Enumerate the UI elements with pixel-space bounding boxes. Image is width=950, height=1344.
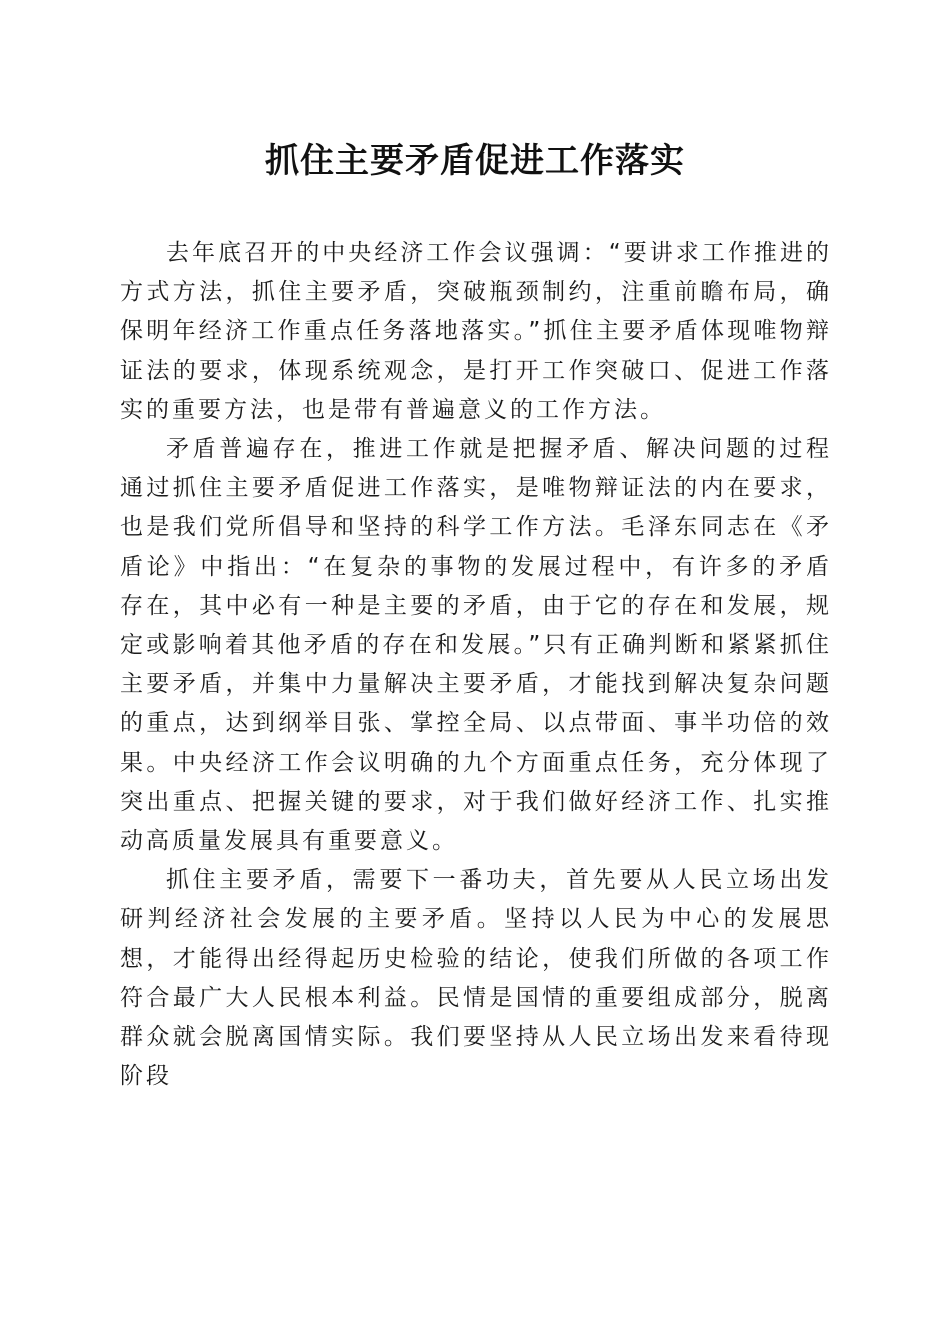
paragraph-2: 矛盾普遍存在，推进工作就是把握矛盾、解决问题的过程通过抓住主要矛盾促进工作落实，是唯物辩证法的内在要求，也是我们党所倡导和坚持的科学工作方法。毛泽东同志在《矛盾论》中指出：“在复杂的事物的发展过程中，有许多的矛盾存在，其中必有一种是主要的矛盾，由于它的存在和发展，规定或影响着其他矛盾的存在和发展。”只有正确判断和紧紧抓住主要矛盾，并集中力量解决主要矛盾，才能找到解决复杂问题的重点，达到纲举目张、掌控全局、以点带面、事半功倍的效果。中央经济工作会议明确的九个方面重点任务，充分体现了突出重点、把握关键的要求，对于我们做好经济工作、扎实推动高质量发展具有重要意义。 (120, 436, 832, 855)
document-title: 抓住主要矛盾促进工作落实 (265, 141, 685, 181)
paragraph-3: 抓住主要矛盾，需要下一番功夫，首先要从人民立场出发研判经济社会发展的主要矛盾。坚持以人民为中心的发展思想，才能得出经得起历史检验的结论，使我们所做的各项工作符合最广大人民根本利益。民情是国情的重要组成部分，脱离群众就会脱离国情实际。我们要坚持从人民立场出发来看待现阶段 (120, 867, 832, 1090)
document-body (120, 234, 832, 1096)
paragraph-1: 去年底召开的中央经济工作会议强调：“要讲求工作推进的方式方法，抓住主要矛盾，突破瓶颈制约，注重前瞻布局，确保明年经济工作重点任务落地落实。”抓住主要矛盾体现唯物辩证法的要求，体现系统观念，是打开工作突破口、促进工作落实的重要方法，也是带有普遍意义的工作方法。 (120, 240, 832, 423)
